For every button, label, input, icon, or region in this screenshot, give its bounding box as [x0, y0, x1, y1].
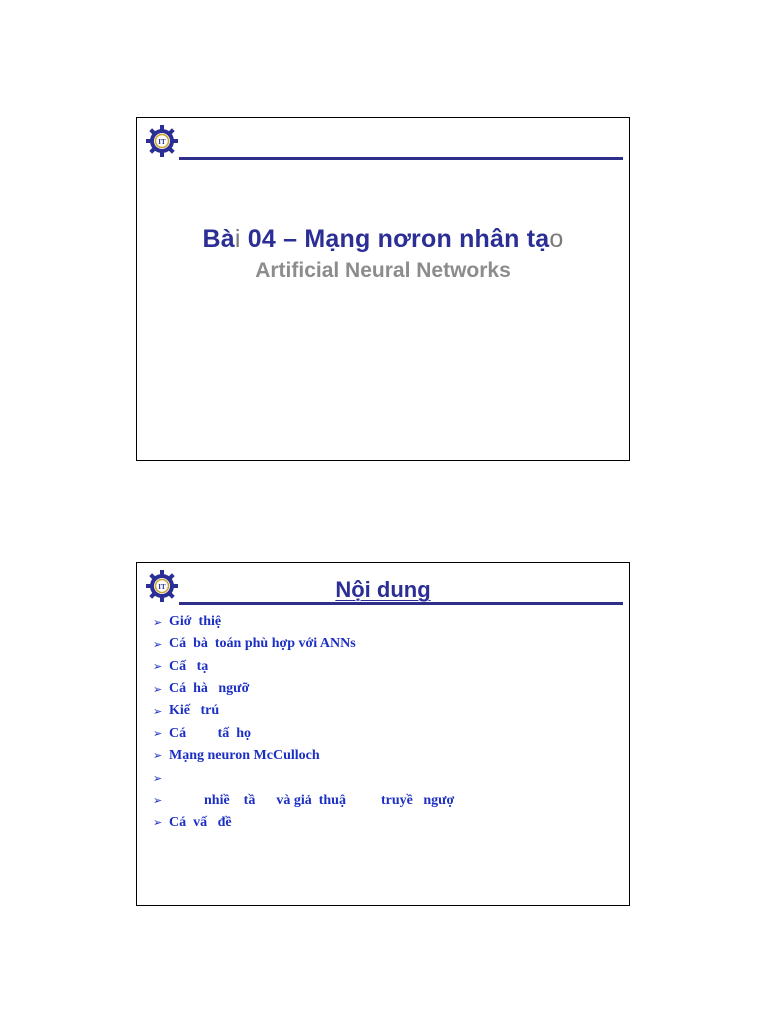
arrow-bullet-icon: ➢: [153, 682, 163, 696]
arrow-bullet-icon: ➢: [153, 637, 163, 651]
slide-subtitle: Artificial Neural Networks: [255, 259, 511, 282]
arrow-bullet-icon: ➢: [153, 749, 163, 763]
slide-contents: [136, 562, 630, 906]
list-item: ➢ nhiề tầ và giả thuậ truyề ngượ: [153, 792, 455, 808]
list-item: ➢ Kiế trú: [153, 703, 220, 719]
list-item: ➢ Cá vấ đề: [153, 814, 232, 830]
title-part-1: Bà: [202, 225, 235, 253]
title-part-3: 04 – Mạng nơron nhân tạ: [240, 225, 550, 253]
header-rule: [179, 602, 623, 605]
list-item: ➢ Cá tấ họ: [153, 725, 252, 741]
arrow-bullet-icon: ➢: [153, 794, 163, 808]
contents-list: [153, 611, 454, 834]
arrow-bullet-icon: ➢: [153, 660, 163, 674]
arrow-bullet-icon: ➢: [153, 727, 163, 741]
list-item: ➢ Giớ thiệ: [153, 614, 222, 630]
svg-text:IT: IT: [158, 138, 166, 146]
list-item: [153, 767, 454, 789]
gear-logo-icon: [145, 124, 179, 158]
list-item: ➢ Cá bà toán phù hợp với ANNs: [153, 636, 356, 652]
contents-title: Nội dung: [335, 577, 431, 602]
title-part-4: o: [549, 225, 564, 253]
list-item: ➢ Cá hà ngưỡ: [153, 681, 250, 697]
arrow-bullet-icon: ➢: [153, 816, 163, 830]
list-item: ➢ Cấ tạ: [153, 658, 209, 674]
header-rule: [179, 157, 623, 160]
title-part-2: i: [234, 225, 241, 253]
list-item: ➢ Mạng neuron McCulloch: [153, 747, 320, 763]
arrow-bullet-icon: ➢: [153, 615, 163, 629]
arrow-bullet-icon: ➢: [153, 704, 163, 718]
svg-text:IT: IT: [158, 583, 166, 591]
arrow-bullet-icon: ➢: [153, 771, 163, 785]
slide-title-heading: [137, 225, 629, 254]
slide-title: [136, 117, 630, 461]
